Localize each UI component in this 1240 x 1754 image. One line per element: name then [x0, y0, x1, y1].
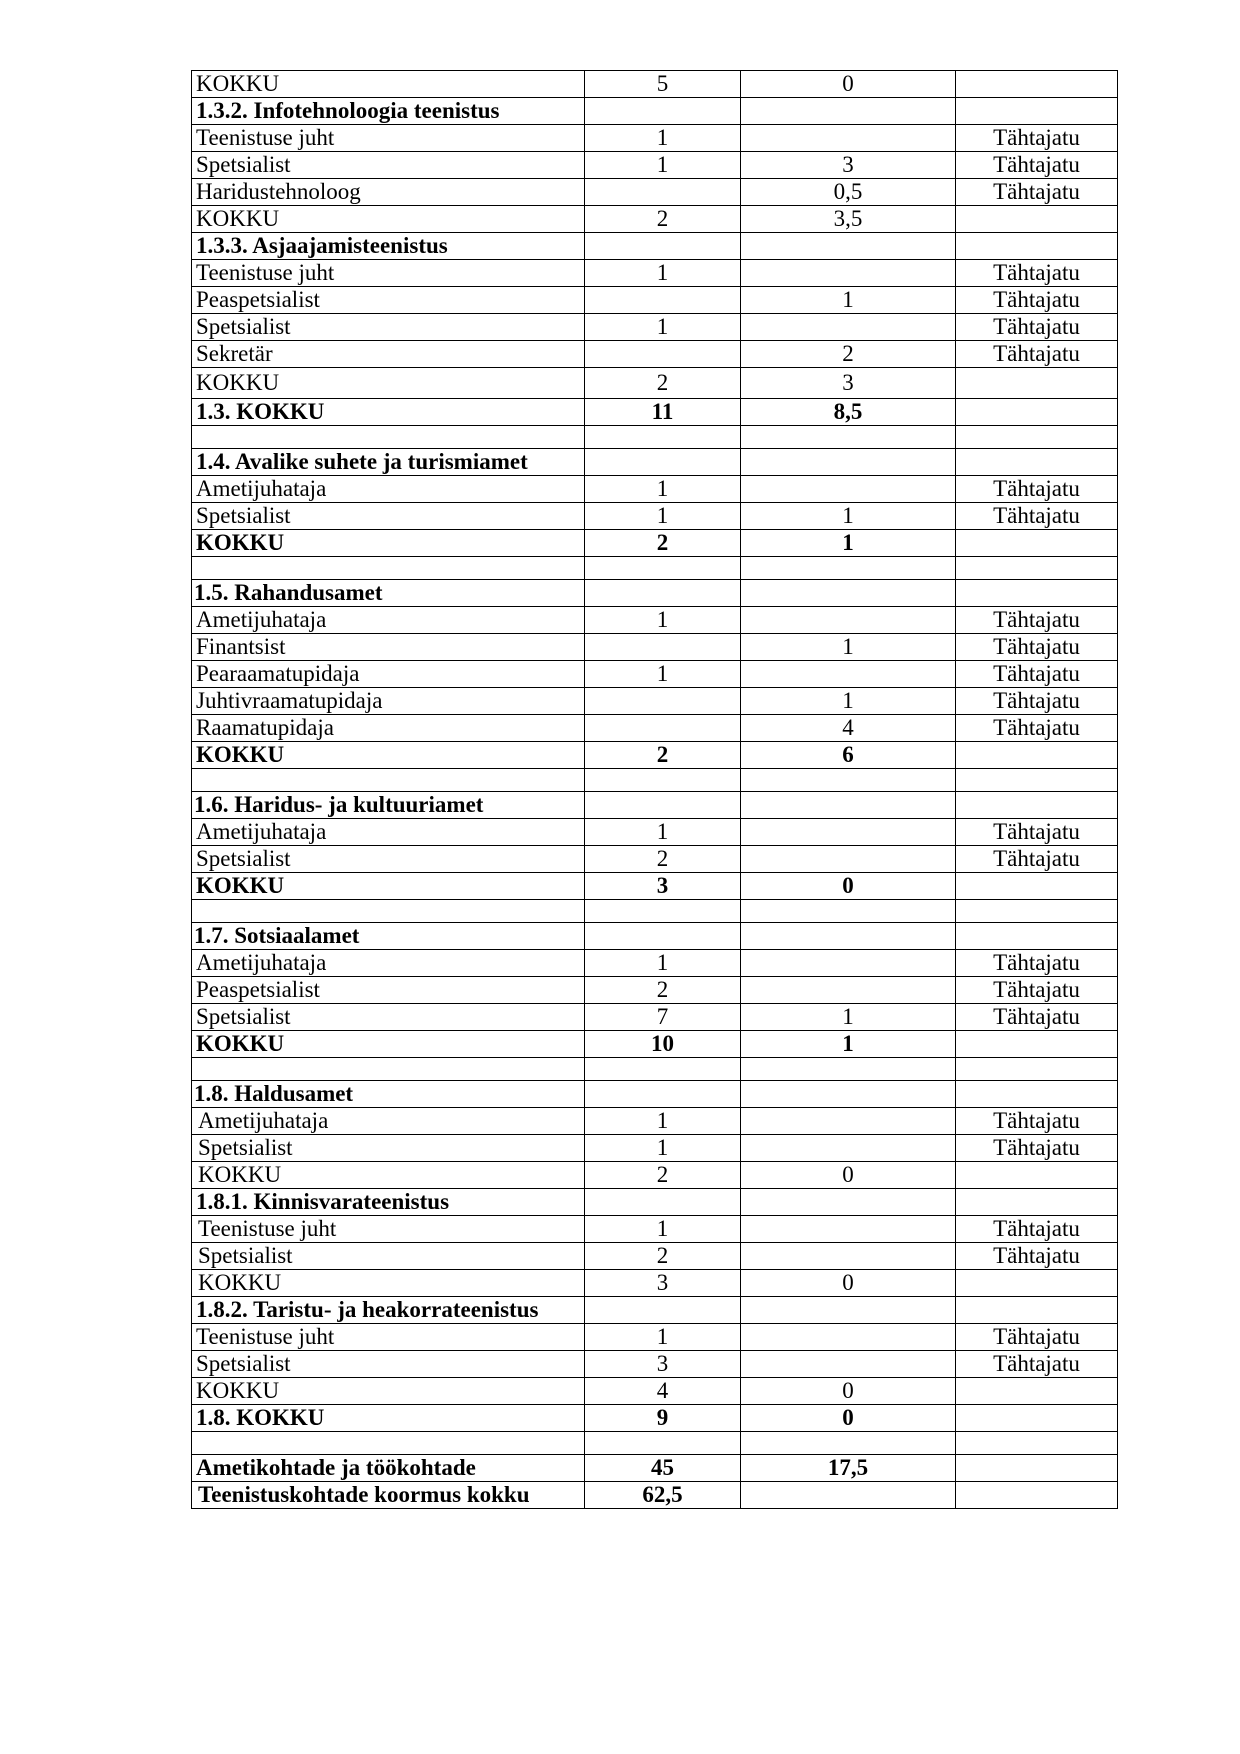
table-row — [192, 1351, 1118, 1378]
position-name-cell: 1.8. Haldusamet — [192, 1081, 585, 1108]
position-name-cell: Finantsist — [192, 634, 585, 661]
position-name-cell: Ametikohtade ja töökohtade — [192, 1455, 585, 1482]
count-b-cell — [741, 1135, 956, 1162]
position-name-cell: Peaspetsialist — [192, 287, 585, 314]
count-b-cell: 4 — [741, 715, 956, 742]
empty-cell — [192, 557, 585, 580]
position-name-cell: Teenistuse juht — [192, 260, 585, 287]
table-row — [192, 179, 1118, 206]
position-name-cell: Teenistuse juht — [192, 1216, 585, 1243]
term-cell — [956, 71, 1118, 98]
count-a-cell: 1 — [585, 1324, 741, 1351]
count-a-cell — [585, 923, 741, 950]
term-cell: Tähtajatu — [956, 1004, 1118, 1031]
table-row — [192, 819, 1118, 846]
count-b-cell: 8,5 — [741, 399, 956, 426]
term-cell — [956, 873, 1118, 900]
position-name-cell: Spetsialist — [192, 1004, 585, 1031]
table-row — [192, 688, 1118, 715]
table-row — [192, 846, 1118, 873]
count-b-cell: 1 — [741, 634, 956, 661]
count-a-cell — [585, 449, 741, 476]
count-b-cell: 3,5 — [741, 206, 956, 233]
count-b-cell: 2 — [741, 341, 956, 368]
term-cell — [956, 399, 1118, 426]
count-b-cell: 0 — [741, 1162, 956, 1189]
table-row — [192, 503, 1118, 530]
term-cell: Tähtajatu — [956, 1351, 1118, 1378]
position-name-cell: KOKKU — [192, 742, 585, 769]
table-row — [192, 260, 1118, 287]
position-name-cell: Ametijuhataja — [192, 950, 585, 977]
count-a-cell: 45 — [585, 1455, 741, 1482]
empty-cell — [956, 900, 1118, 923]
count-b-cell: 17,5 — [741, 1455, 956, 1482]
term-cell — [956, 1405, 1118, 1432]
table-row — [192, 1108, 1118, 1135]
term-cell — [956, 1297, 1118, 1324]
term-cell — [956, 206, 1118, 233]
position-name-cell: Spetsialist — [192, 1135, 585, 1162]
position-name-cell: KOKKU — [192, 206, 585, 233]
term-cell — [956, 530, 1118, 557]
empty-cell — [956, 557, 1118, 580]
empty-cell — [956, 1432, 1118, 1455]
count-a-cell: 2 — [585, 742, 741, 769]
term-cell: Tähtajatu — [956, 125, 1118, 152]
table-body — [192, 71, 1118, 1509]
count-a-cell — [585, 792, 741, 819]
count-b-cell — [741, 476, 956, 503]
count-b-cell — [741, 449, 956, 476]
spacer-row — [192, 1432, 1118, 1455]
section-heading-row — [192, 98, 1118, 125]
count-b-cell — [741, 1108, 956, 1135]
table-row — [192, 950, 1118, 977]
term-cell: Tähtajatu — [956, 1216, 1118, 1243]
count-a-cell — [585, 98, 741, 125]
count-a-cell — [585, 1189, 741, 1216]
term-cell — [956, 368, 1118, 399]
count-a-cell — [585, 287, 741, 314]
empty-cell — [585, 1058, 741, 1081]
count-b-cell — [741, 607, 956, 634]
table-row — [192, 634, 1118, 661]
position-name-cell: 1.3.3. Asjaajamisteenistus — [192, 233, 585, 260]
count-a-cell — [585, 634, 741, 661]
count-a-cell: 1 — [585, 152, 741, 179]
position-name-cell: Spetsialist — [192, 1243, 585, 1270]
count-a-cell — [585, 580, 741, 607]
position-name-cell: KOKKU — [192, 71, 585, 98]
count-a-cell — [585, 688, 741, 715]
term-cell — [956, 923, 1118, 950]
position-name-cell: 1.5. Rahandusamet — [192, 580, 585, 607]
total-row — [192, 399, 1118, 426]
spacer-row — [192, 1058, 1118, 1081]
count-a-cell: 1 — [585, 503, 741, 530]
position-name-cell: KOKKU — [192, 873, 585, 900]
total-row — [192, 742, 1118, 769]
count-b-cell — [741, 792, 956, 819]
section-heading-row — [192, 923, 1118, 950]
term-cell: Tähtajatu — [956, 260, 1118, 287]
count-a-cell: 2 — [585, 977, 741, 1004]
section-heading-row — [192, 1081, 1118, 1108]
count-a-cell: 10 — [585, 1031, 741, 1058]
table-row — [192, 715, 1118, 742]
count-a-cell: 3 — [585, 873, 741, 900]
spacer-row — [192, 557, 1118, 580]
count-b-cell — [741, 1482, 956, 1509]
term-cell — [956, 580, 1118, 607]
count-b-cell — [741, 846, 956, 873]
term-cell: Tähtajatu — [956, 1135, 1118, 1162]
staff-positions-table — [191, 70, 1118, 1509]
term-cell — [956, 1270, 1118, 1297]
position-name-cell: 1.3. KOKKU — [192, 399, 585, 426]
total-row — [192, 1270, 1118, 1297]
count-a-cell: 1 — [585, 476, 741, 503]
position-name-cell: 1.8.2. Taristu- ja heakorrateenistus — [192, 1297, 585, 1324]
term-cell: Tähtajatu — [956, 1108, 1118, 1135]
position-name-cell: Spetsialist — [192, 1351, 585, 1378]
total-row — [192, 1405, 1118, 1432]
term-cell: Tähtajatu — [956, 819, 1118, 846]
count-b-cell: 1 — [741, 530, 956, 557]
term-cell — [956, 742, 1118, 769]
count-a-cell: 2 — [585, 206, 741, 233]
count-a-cell — [585, 341, 741, 368]
term-cell — [956, 98, 1118, 125]
count-a-cell: 2 — [585, 368, 741, 399]
term-cell: Tähtajatu — [956, 661, 1118, 688]
total-row — [192, 530, 1118, 557]
table-row — [192, 476, 1118, 503]
position-name-cell: KOKKU — [192, 1270, 585, 1297]
count-a-cell: 7 — [585, 1004, 741, 1031]
table-row — [192, 1243, 1118, 1270]
empty-cell — [741, 900, 956, 923]
table-row — [192, 341, 1118, 368]
section-heading-row — [192, 449, 1118, 476]
table-row — [192, 977, 1118, 1004]
count-a-cell: 1 — [585, 661, 741, 688]
term-cell: Tähtajatu — [956, 287, 1118, 314]
term-cell: Tähtajatu — [956, 314, 1118, 341]
count-b-cell — [741, 233, 956, 260]
count-b-cell — [741, 923, 956, 950]
table-row — [192, 1324, 1118, 1351]
count-a-cell: 9 — [585, 1405, 741, 1432]
table-row — [192, 1216, 1118, 1243]
total-row — [192, 1162, 1118, 1189]
empty-cell — [956, 769, 1118, 792]
count-b-cell: 0,5 — [741, 179, 956, 206]
count-a-cell: 2 — [585, 530, 741, 557]
position-name-cell: 1.8.1. Kinnisvarateenistus — [192, 1189, 585, 1216]
empty-cell — [741, 557, 956, 580]
empty-cell — [192, 769, 585, 792]
position-name-cell: Juhtivraamatupidaja — [192, 688, 585, 715]
term-cell — [956, 233, 1118, 260]
count-b-cell: 3 — [741, 368, 956, 399]
empty-cell — [585, 769, 741, 792]
count-b-cell — [741, 580, 956, 607]
total-row — [192, 1378, 1118, 1405]
empty-cell — [192, 1432, 585, 1455]
count-a-cell — [585, 1081, 741, 1108]
count-b-cell: 1 — [741, 503, 956, 530]
section-heading-row — [192, 233, 1118, 260]
count-b-cell — [741, 661, 956, 688]
count-b-cell — [741, 260, 956, 287]
position-name-cell: 1.4. Avalike suhete ja turismiamet — [192, 449, 585, 476]
term-cell — [956, 1189, 1118, 1216]
section-heading-row — [192, 1189, 1118, 1216]
count-a-cell: 2 — [585, 1243, 741, 1270]
position-name-cell: Ametijuhataja — [192, 819, 585, 846]
total-row — [192, 368, 1118, 399]
term-cell: Tähtajatu — [956, 1324, 1118, 1351]
count-b-cell — [741, 1189, 956, 1216]
count-b-cell: 0 — [741, 873, 956, 900]
empty-cell — [192, 426, 585, 449]
count-b-cell: 6 — [741, 742, 956, 769]
table-row — [192, 125, 1118, 152]
position-name-cell: Raamatupidaja — [192, 715, 585, 742]
count-b-cell: 1 — [741, 1004, 956, 1031]
count-a-cell: 1 — [585, 819, 741, 846]
spacer-row — [192, 900, 1118, 923]
term-cell — [956, 1455, 1118, 1482]
count-b-cell — [741, 977, 956, 1004]
count-b-cell — [741, 1297, 956, 1324]
term-cell: Tähtajatu — [956, 607, 1118, 634]
section-heading-row — [192, 580, 1118, 607]
count-a-cell: 1 — [585, 950, 741, 977]
term-cell: Tähtajatu — [956, 476, 1118, 503]
term-cell: Tähtajatu — [956, 715, 1118, 742]
count-b-cell: 0 — [741, 1270, 956, 1297]
count-a-cell — [585, 179, 741, 206]
count-a-cell: 2 — [585, 846, 741, 873]
position-name-cell: 1.8. KOKKU — [192, 1405, 585, 1432]
count-b-cell: 3 — [741, 152, 956, 179]
count-a-cell — [585, 1297, 741, 1324]
count-a-cell: 3 — [585, 1270, 741, 1297]
count-b-cell — [741, 819, 956, 846]
count-b-cell — [741, 950, 956, 977]
table-row — [192, 661, 1118, 688]
count-a-cell: 1 — [585, 1216, 741, 1243]
position-name-cell: Pearaamatupidaja — [192, 661, 585, 688]
count-b-cell — [741, 1243, 956, 1270]
term-cell: Tähtajatu — [956, 846, 1118, 873]
position-name-cell: 1.7. Sotsiaalamet — [192, 923, 585, 950]
count-b-cell — [741, 1081, 956, 1108]
count-a-cell: 1 — [585, 1135, 741, 1162]
term-cell — [956, 1031, 1118, 1058]
empty-cell — [956, 426, 1118, 449]
position-name-cell: KOKKU — [192, 1378, 585, 1405]
term-cell: Tähtajatu — [956, 950, 1118, 977]
term-cell: Tähtajatu — [956, 1243, 1118, 1270]
table-row — [192, 1135, 1118, 1162]
count-a-cell — [585, 233, 741, 260]
position-name-cell: KOKKU — [192, 530, 585, 557]
term-cell: Tähtajatu — [956, 152, 1118, 179]
empty-cell — [956, 1058, 1118, 1081]
empty-cell — [741, 1058, 956, 1081]
count-b-cell — [741, 1216, 956, 1243]
position-name-cell: Teenistuse juht — [192, 1324, 585, 1351]
position-name-cell: Teenistuse juht — [192, 125, 585, 152]
section-heading-row — [192, 792, 1118, 819]
position-name-cell: Teenistuskohtade koormus kokku — [192, 1482, 585, 1509]
table-row — [192, 607, 1118, 634]
total-row — [192, 206, 1118, 233]
empty-cell — [585, 557, 741, 580]
count-b-cell: 0 — [741, 1405, 956, 1432]
position-name-cell: Spetsialist — [192, 152, 585, 179]
empty-cell — [585, 426, 741, 449]
count-b-cell: 1 — [741, 287, 956, 314]
position-name-cell: 1.6. Haridus- ja kultuuriamet — [192, 792, 585, 819]
count-a-cell: 4 — [585, 1378, 741, 1405]
table-row — [192, 1004, 1118, 1031]
term-cell: Tähtajatu — [956, 977, 1118, 1004]
term-cell — [956, 1081, 1118, 1108]
term-cell: Tähtajatu — [956, 341, 1118, 368]
position-name-cell: Haridustehnoloog — [192, 179, 585, 206]
position-name-cell: Ametijuhataja — [192, 1108, 585, 1135]
position-name-cell: KOKKU — [192, 1162, 585, 1189]
total-row — [192, 71, 1118, 98]
empty-cell — [192, 1058, 585, 1081]
count-b-cell — [741, 1351, 956, 1378]
empty-cell — [585, 900, 741, 923]
position-name-cell: Ametijuhataja — [192, 607, 585, 634]
count-a-cell: 1 — [585, 260, 741, 287]
position-name-cell: Peaspetsialist — [192, 977, 585, 1004]
table-row — [192, 152, 1118, 179]
count-a-cell: 5 — [585, 71, 741, 98]
term-cell: Tähtajatu — [956, 179, 1118, 206]
empty-cell — [585, 1432, 741, 1455]
total-row — [192, 1482, 1118, 1509]
count-a-cell: 62,5 — [585, 1482, 741, 1509]
position-name-cell: Spetsialist — [192, 314, 585, 341]
position-name-cell: 1.3.2. Infotehnoloogia teenistus — [192, 98, 585, 125]
section-heading-row — [192, 1297, 1118, 1324]
count-b-cell — [741, 1324, 956, 1351]
position-name-cell: KOKKU — [192, 1031, 585, 1058]
term-cell — [956, 1162, 1118, 1189]
count-a-cell: 1 — [585, 125, 741, 152]
spacer-row — [192, 426, 1118, 449]
position-name-cell: KOKKU — [192, 368, 585, 399]
empty-cell — [741, 1432, 956, 1455]
count-a-cell: 2 — [585, 1162, 741, 1189]
term-cell: Tähtajatu — [956, 688, 1118, 715]
count-a-cell: 3 — [585, 1351, 741, 1378]
table-row — [192, 287, 1118, 314]
count-a-cell — [585, 715, 741, 742]
table-row — [192, 314, 1118, 341]
term-cell — [956, 1378, 1118, 1405]
total-row — [192, 1031, 1118, 1058]
empty-cell — [741, 426, 956, 449]
count-b-cell: 1 — [741, 1031, 956, 1058]
position-name-cell: Ametijuhataja — [192, 476, 585, 503]
term-cell — [956, 1482, 1118, 1509]
count-b-cell — [741, 98, 956, 125]
term-cell — [956, 449, 1118, 476]
count-a-cell: 1 — [585, 607, 741, 634]
total-row — [192, 873, 1118, 900]
count-a-cell: 1 — [585, 1108, 741, 1135]
count-b-cell: 0 — [741, 1378, 956, 1405]
count-b-cell — [741, 125, 956, 152]
count-a-cell: 11 — [585, 399, 741, 426]
position-name-cell: Spetsialist — [192, 503, 585, 530]
term-cell: Tähtajatu — [956, 634, 1118, 661]
term-cell — [956, 792, 1118, 819]
count-a-cell: 1 — [585, 314, 741, 341]
empty-cell — [192, 900, 585, 923]
position-name-cell: Spetsialist — [192, 846, 585, 873]
count-b-cell — [741, 314, 956, 341]
empty-cell — [741, 769, 956, 792]
spacer-row — [192, 769, 1118, 792]
total-row — [192, 1455, 1118, 1482]
position-name-cell: Sekretär — [192, 341, 585, 368]
term-cell: Tähtajatu — [956, 503, 1118, 530]
count-b-cell: 0 — [741, 71, 956, 98]
count-b-cell: 1 — [741, 688, 956, 715]
